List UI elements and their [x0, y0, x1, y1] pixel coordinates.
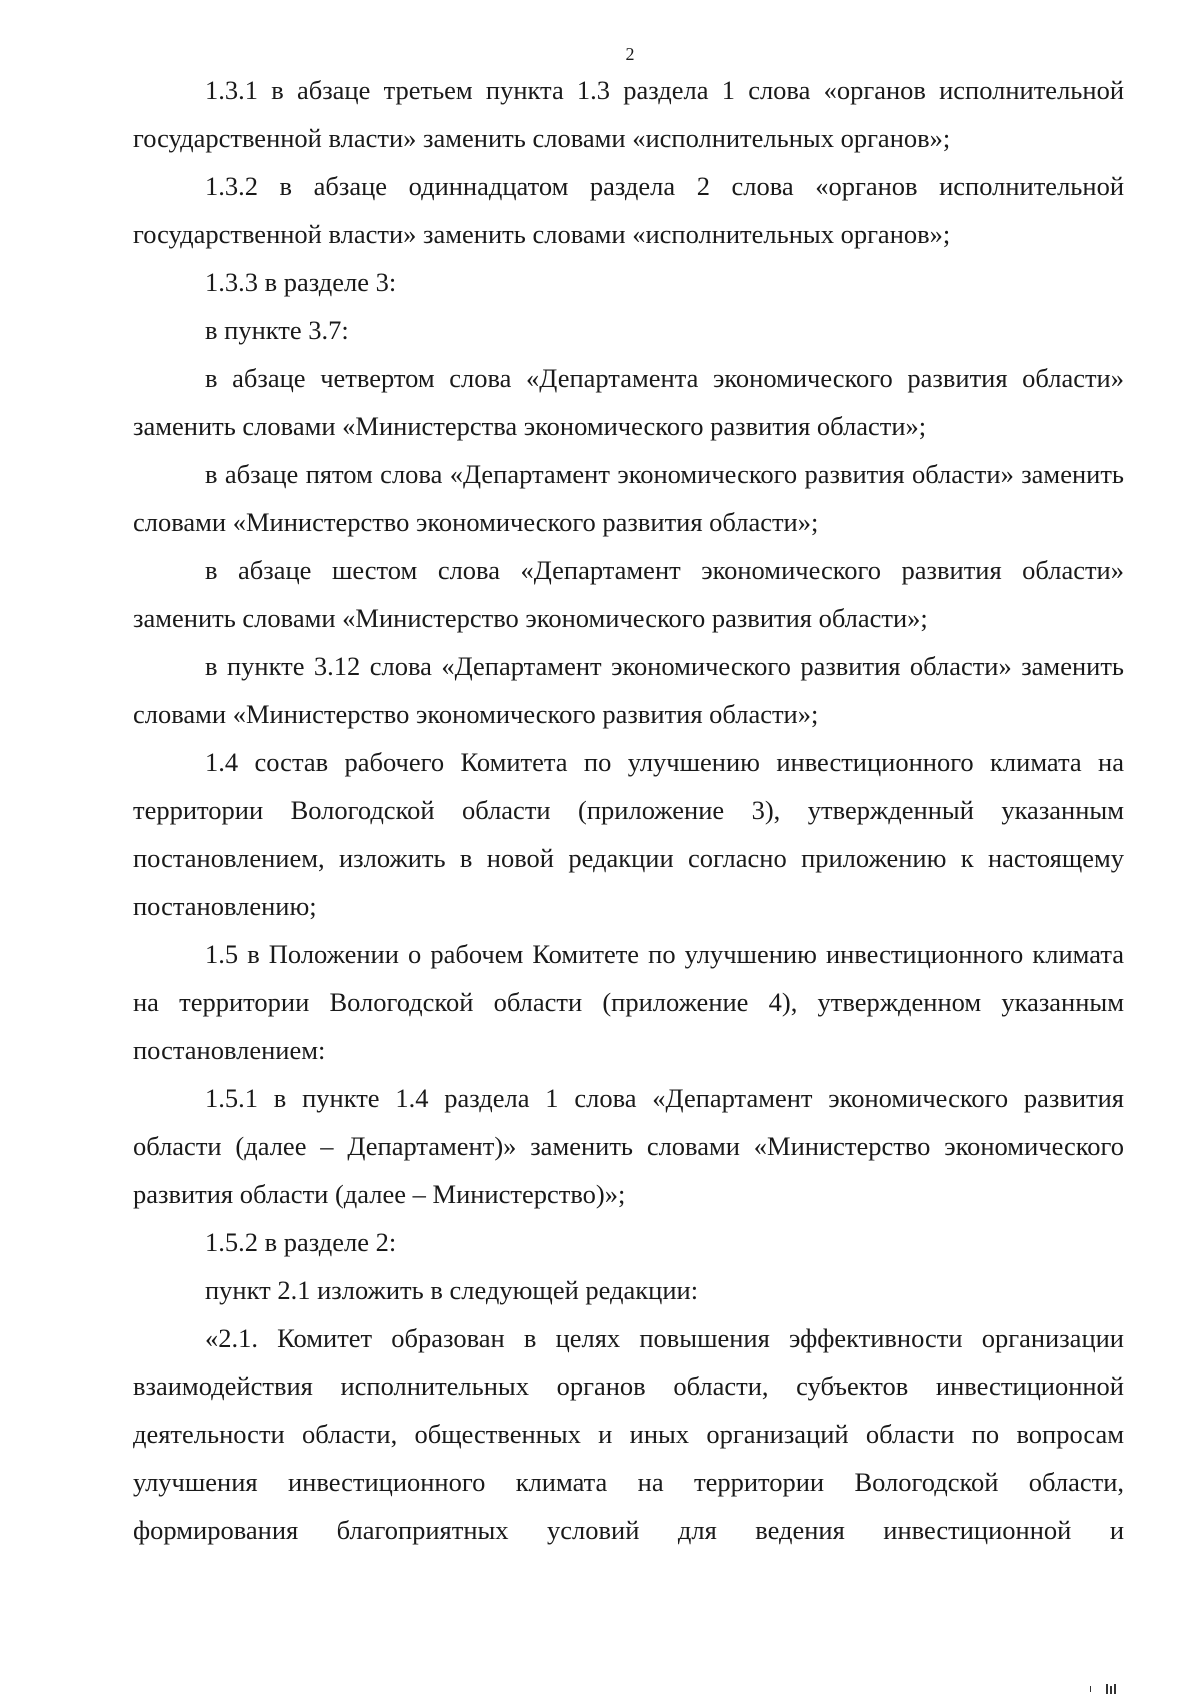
paragraph-1-3-2: 1.3.2 в абзаце одиннадцатом раздела 2 слова «органов исполнительной государственной власти» заменить словами «исполнительных органов»; [133, 171, 1124, 249]
scan-artifact [1110, 1686, 1112, 1694]
paragraph-abzac-5: в абзаце пятом слова «Департамент экономического развития области» заменить словами «Министерство экономического развития области»; [133, 459, 1124, 537]
paragraph-abzac-4: в абзаце четвертом слова «Департамента экономического развития области» заменить словами «Министерства экономического развития области»; [133, 363, 1124, 441]
paragraph-1-5-1: 1.5.1 в пункте 1.4 раздела 1 слова «Департамент экономического развития области (далее – Департамент)» заменить словами «Министерство экономического развития области (далее – Министерство)»; [133, 1083, 1124, 1209]
paragraph-point-2-1: пункт 2.1 изложить в следующей редакции: [205, 1275, 699, 1305]
scan-artifact [1114, 1684, 1116, 1694]
scan-artifact [1090, 1686, 1091, 1692]
paragraph-1-4: 1.4 состав рабочего Комитета по улучшению инвестиционного климата на территории Вологодской области (приложение 3), утвержденный указанным постановлением, изложить в новой редакции согласно приложению к настоящему постановлению; [133, 747, 1124, 921]
paragraph-point-3-12: в пункте 3.12 слова «Департамент экономического развития области» заменить словами «Министерство экономического развития области»; [133, 651, 1124, 729]
paragraph-1-5: 1.5 в Положении о рабочем Комитете по улучшению инвестиционного климата на территории Вологодской области (приложение 4), утвержденном указанным постановлением: [133, 939, 1124, 1065]
paragraph-quote-2-1: «2.1. Комитет образован в целях повышения эффективности организации взаимодействия исполнительных органов области, субъектов инвестиционной деятельности области, общественных и иных организаций области по вопросам улучшения инвестиционного климата на территории Вологодской области, формирования благоприятных условий для ведения инвестиционной и [133, 1323, 1124, 1545]
paragraph-1-5-2: 1.5.2 в разделе 2: [205, 1227, 397, 1257]
paragraph-point-3-7: в пункте 3.7: [205, 315, 349, 345]
paragraph-abzac-6: в абзаце шестом слова «Департамент экономического развития области» заменить словами «Министерство экономического развития области»; [133, 555, 1124, 633]
paragraph-1-3-1: 1.3.1 в абзаце третьем пункта 1.3 раздела 1 слова «органов исполнительной государственной власти» заменить словами «исполнительных органов»; [133, 75, 1124, 153]
paragraph-1-3-3: 1.3.3 в разделе 3: [205, 267, 397, 297]
scan-artifact [1106, 1684, 1108, 1694]
document-body [133, 66, 1124, 1554]
page-number: 2 [625, 44, 635, 64]
